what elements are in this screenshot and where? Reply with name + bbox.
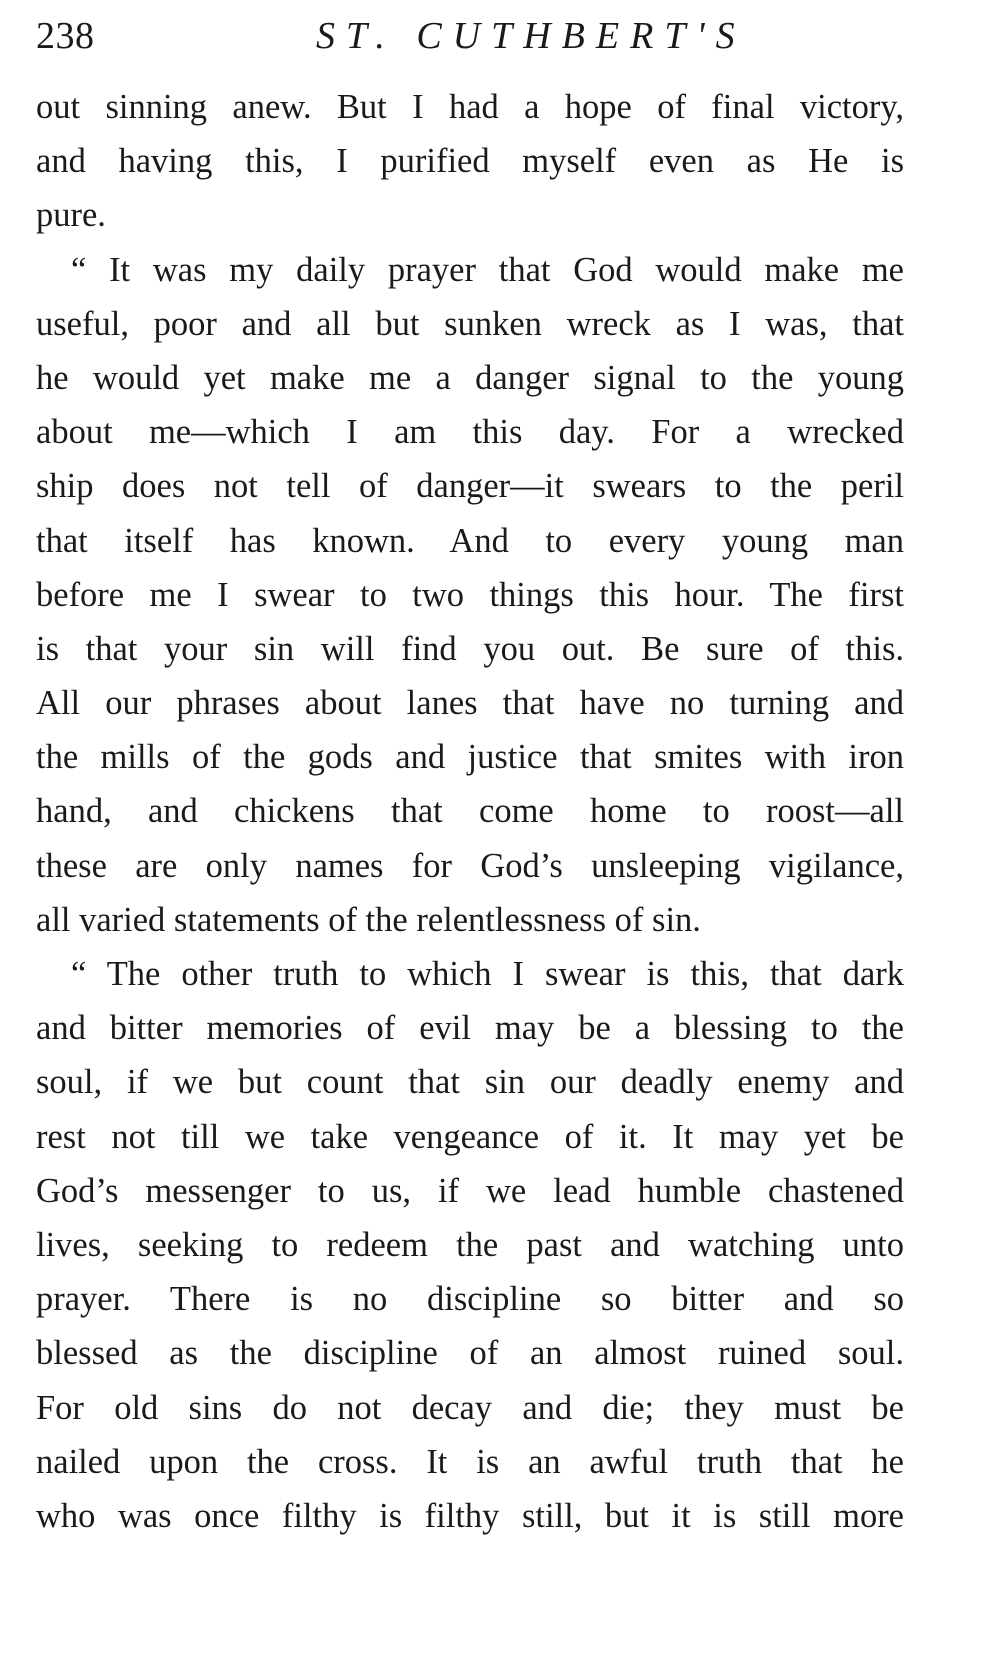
text-line: nailed upon the cross. It is an awful truth that he <box>36 1442 904 1481</box>
text-line: pure. <box>36 196 106 235</box>
text-line: is that your sin will find you out. Be sure of this. <box>36 629 904 668</box>
text-line: he would yet make me a danger signal to the young <box>36 358 904 397</box>
text-line: useful, poor and all but sunken wreck as I was, that <box>36 304 904 343</box>
text-line: For old sins do not decay and die; they must be <box>36 1388 904 1427</box>
text-line: God’s messenger to us, if we lead humble chastened <box>36 1171 904 1210</box>
text-line: about me—which I am this day. For a wrecked <box>36 413 904 452</box>
text-line: prayer. There is no discipline so bitter and so <box>36 1280 904 1319</box>
body-text <box>36 80 904 1543</box>
text-line: “ The other truth to which I swear is this, that dark <box>71 955 904 993</box>
page-header <box>36 8 960 68</box>
text-line: the mills of the gods and justice that smites with iron <box>36 738 904 777</box>
text-line: and bitter memories of evil may be a blessing to the <box>36 1009 904 1048</box>
text-line: all varied statements of the relentlessness of sin. <box>36 900 701 939</box>
text-line: out sinning anew. But I had a hope of final victory, <box>36 88 904 126</box>
text-line: these are only names for God’s unsleeping vigilance, <box>36 846 904 885</box>
text-line: ship does not tell of danger—it swears to the peril <box>36 467 904 506</box>
text-line: before me I swear to two things this hour. The first <box>36 575 904 614</box>
text-line: All our phrases about lanes that have no turning and <box>36 684 904 723</box>
text-line: blessed as the discipline of an almost ruined soul. <box>36 1334 904 1373</box>
page-number: 238 <box>36 15 95 57</box>
text-line: lives, seeking to redeem the past and watching unto <box>36 1225 904 1264</box>
text-line: and having this, I purified myself even as He is <box>36 142 904 181</box>
text-line: hand, and chickens that come home to roost—all <box>36 792 904 831</box>
running-head: ST. CUTHBERT'S <box>316 15 746 57</box>
text-line: who was once filthy is filthy still, but it is still more <box>36 1496 904 1535</box>
text-line: soul, if we but count that sin our deadly enemy and <box>36 1063 904 1102</box>
text-line: that itself has known. And to every young man <box>36 521 904 560</box>
text-line: “ It was my daily prayer that God would make me <box>71 250 904 289</box>
text-line: rest not till we take vengeance of it. It may yet be <box>36 1117 904 1156</box>
